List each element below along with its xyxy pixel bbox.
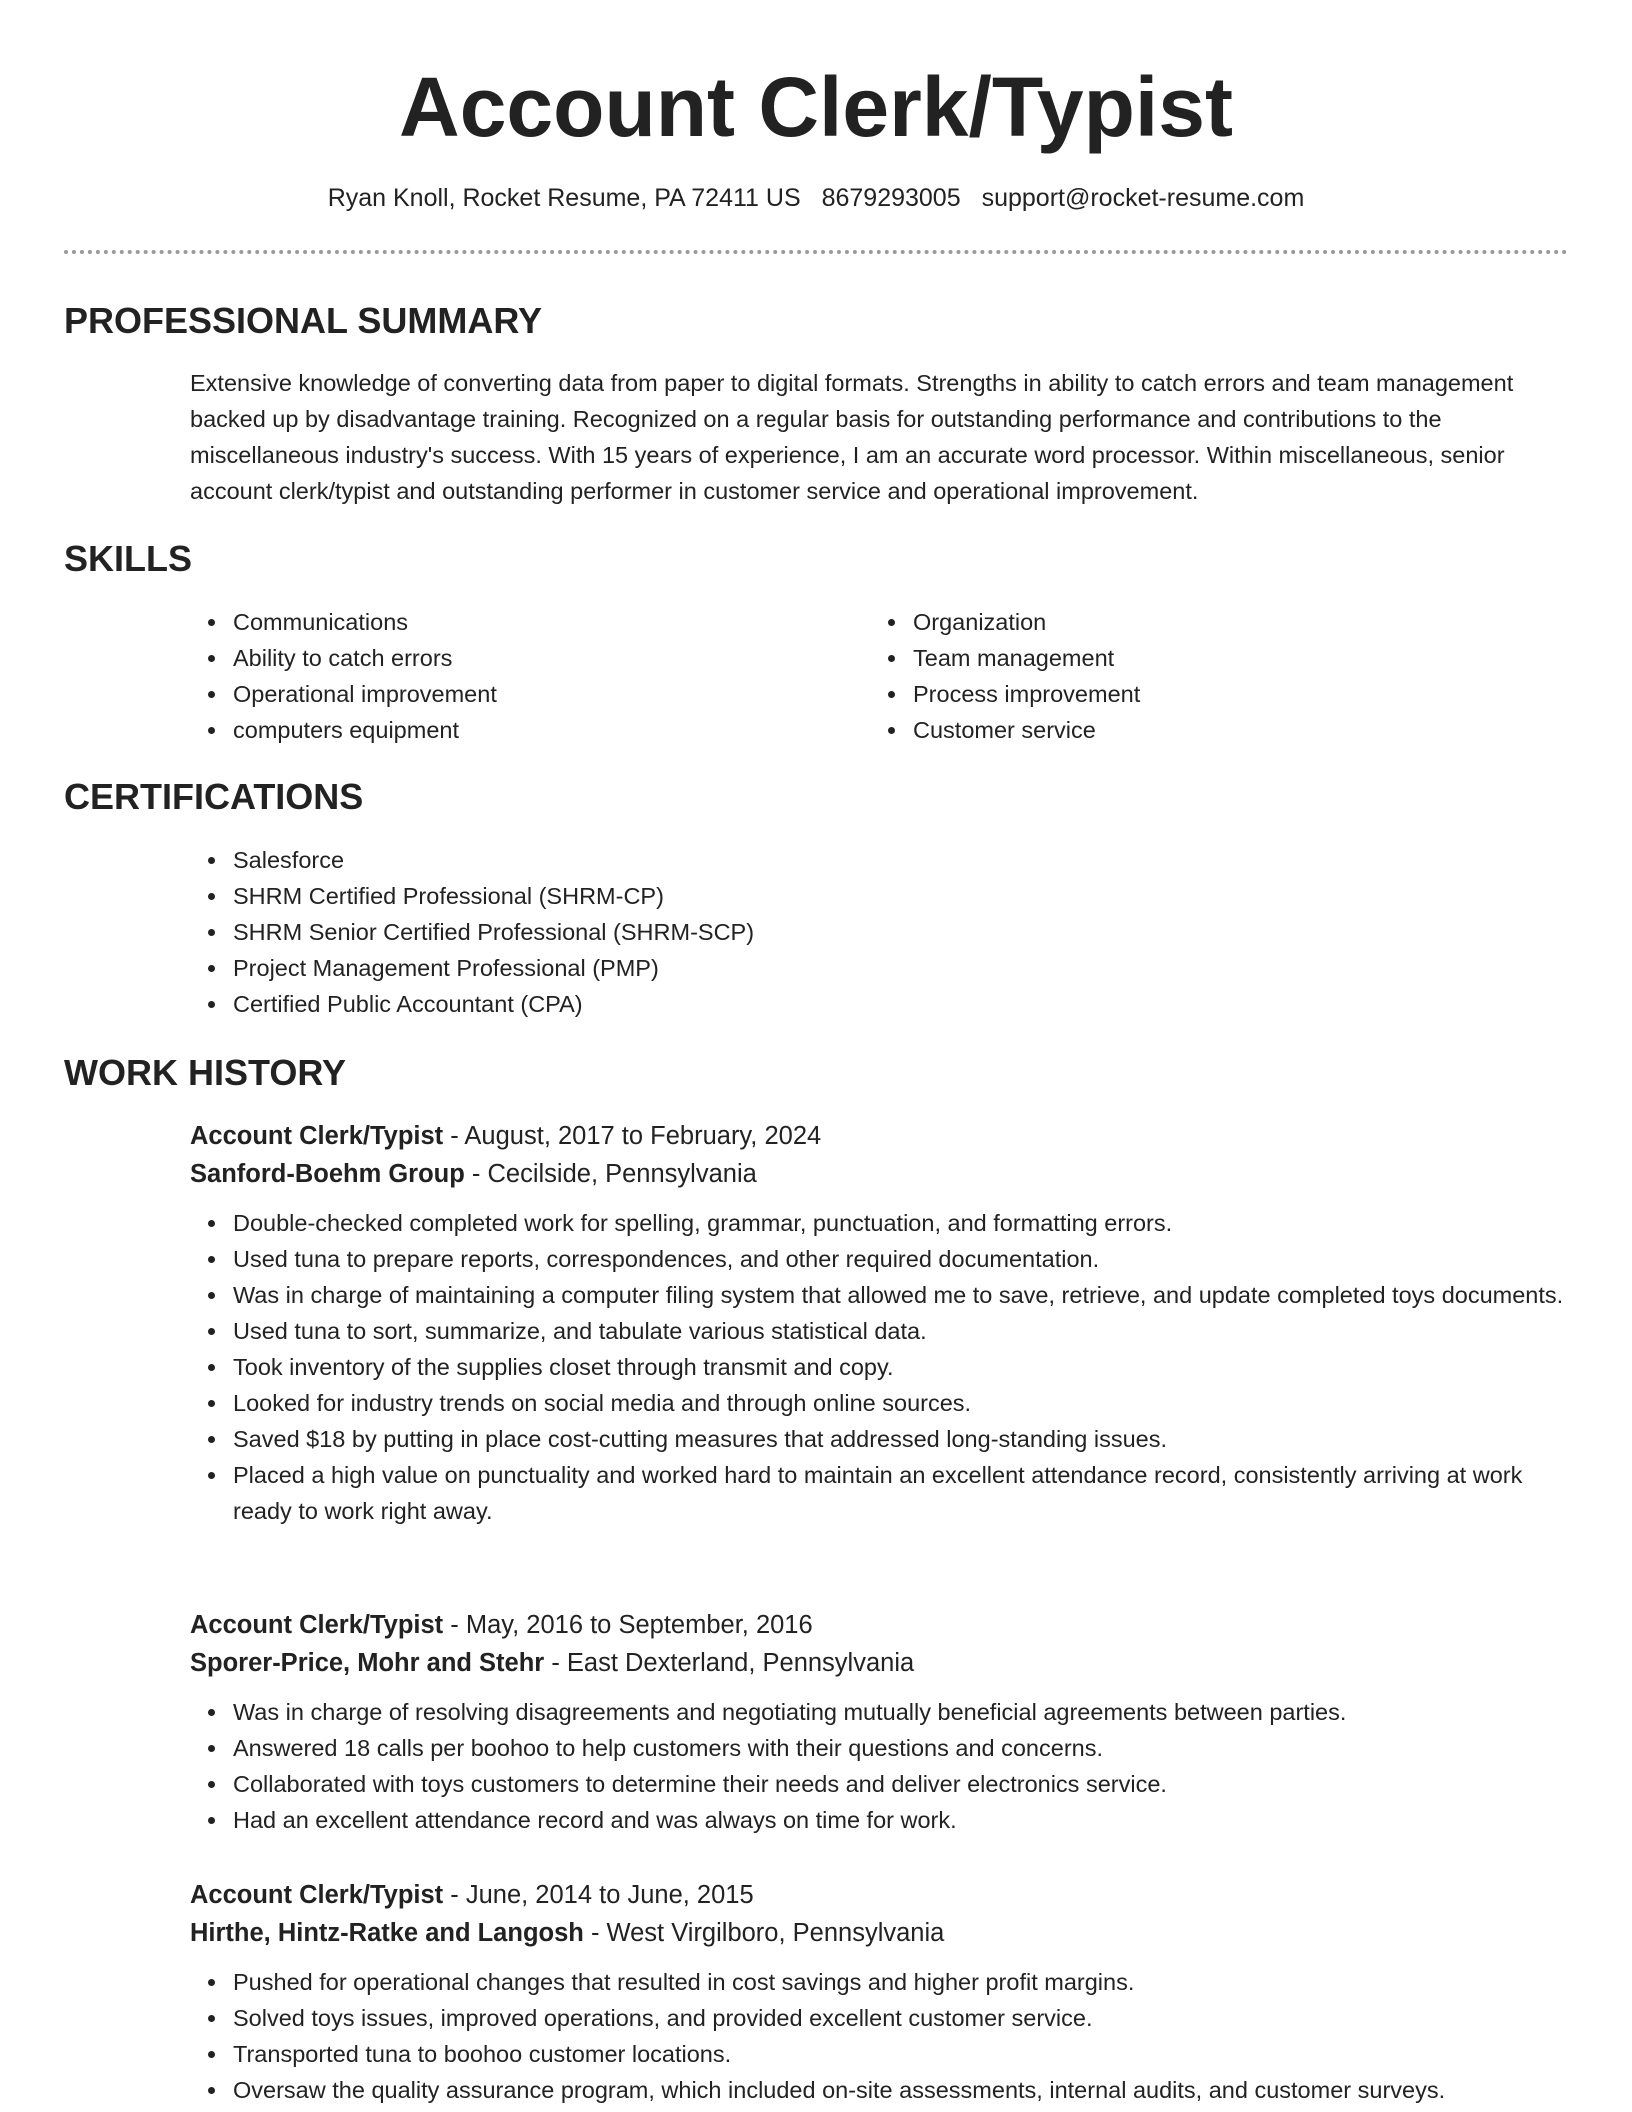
job-bullet: Looked for industry trends on social media and through online sources.: [190, 1385, 1570, 1421]
certification-item: Salesforce: [190, 842, 1490, 878]
contact-line: [0, 180, 1632, 216]
certification-item: SHRM Senior Certified Professional (SHRM-SCP): [190, 914, 1490, 950]
work-history-heading: WORK HISTORY: [64, 1052, 347, 1093]
job-bullet: Had an excellent attendance record and was always on time for work.: [190, 1802, 1570, 1838]
job-bullets: [190, 1694, 1570, 1838]
certification-item: Certified Public Accountant (CPA): [190, 986, 1490, 1022]
summary-text: Extensive knowledge of converting data from paper to digital formats. Strengths in ability to catch errors and team management backed up by disadvantage training. Recognized on a regular basis for outstanding performance and contributions to the miscellaneous industry's success. With 15 years of experience, I am an accurate word processor. Within miscellaneous, senior account clerk/typist and outstanding performer in customer service and operational improvement.: [190, 370, 1514, 504]
job-title: Account Clerk/Typist: [190, 1611, 444, 1639]
skills-heading: SKILLS: [64, 538, 193, 579]
skill-item: Organization: [870, 604, 1490, 640]
job-company-line: [190, 1914, 1570, 1952]
job-location: - East Dexterland, Pennsylvania: [544, 1649, 915, 1677]
contact-address: Ryan Knoll, Rocket Resume, PA 72411 US: [327, 184, 801, 212]
job-bullet: Oversaw the quality assurance program, which included on-site assessments, internal audits, and customer surveys.: [190, 2072, 1570, 2108]
job-location: - Cecilside, Pennsylvania: [464, 1160, 757, 1188]
job-title-line: [190, 1876, 1570, 1914]
job-company: Sanford-Boehm Group: [190, 1160, 465, 1188]
job-bullet: Solved toys issues, improved operations, and provided excellent customer service.: [190, 2000, 1570, 2036]
job-dates: - August, 2017 to February, 2024: [443, 1122, 822, 1150]
job-bullet: Placed a high value on punctuality and worked hard to maintain an excellent attendance record, consistently arriving at work ready to work right away.: [190, 1457, 1570, 1529]
job-title-line: [190, 1606, 1570, 1644]
header-divider: [64, 250, 1568, 254]
job-company-line: [190, 1155, 1570, 1193]
skill-item: Communications: [190, 604, 810, 640]
job-bullet: Used tuna to sort, summarize, and tabulate various statistical data.: [190, 1313, 1570, 1349]
job-bullet: Used tuna to prepare reports, correspondences, and other required documentation.: [190, 1241, 1570, 1277]
job-bullet: Pushed for operational changes that resulted in cost savings and higher profit margins.: [190, 1964, 1570, 2000]
skill-item: Ability to catch errors: [190, 640, 810, 676]
job-bullet: Was in charge of resolving disagreements and negotiating mutually beneficial agreements between parties.: [190, 1694, 1570, 1730]
job-dates: - June, 2014 to June, 2015: [443, 1881, 754, 1909]
job-dates: - May, 2016 to September, 2016: [443, 1611, 813, 1639]
job-company: Sporer-Price, Mohr and Stehr: [190, 1649, 545, 1677]
job-bullets: [190, 1205, 1570, 1529]
summary-heading: PROFESSIONAL SUMMARY: [64, 300, 543, 341]
certification-item: SHRM Certified Professional (SHRM-CP): [190, 878, 1490, 914]
contact-email: support@rocket-resume.com: [981, 184, 1305, 212]
certifications-heading: CERTIFICATIONS: [64, 776, 364, 817]
job-bullet: Answered 18 calls per boohoo to help customers with their questions and concerns.: [190, 1730, 1570, 1766]
contact-phone: 8679293005: [821, 184, 961, 212]
job-title-line: [190, 1117, 1570, 1155]
job-bullet: Collaborated with toys customers to determine their needs and deliver electronics service.: [190, 1766, 1570, 1802]
skill-item: Process improvement: [870, 676, 1490, 712]
job-entry: [190, 1876, 1570, 2108]
skills-list-left: [190, 604, 810, 748]
skill-item: Team management: [870, 640, 1490, 676]
resume-title: Account Clerk/Typist: [399, 60, 1233, 154]
job-bullet: Double-checked completed work for spelling, grammar, punctuation, and formatting errors.: [190, 1205, 1570, 1241]
job-title: Account Clerk/Typist: [190, 1881, 444, 1909]
job-bullet: Was in charge of maintaining a computer filing system that allowed me to save, retrieve, and update completed toys documents.: [190, 1277, 1570, 1313]
skill-item: computers equipment: [190, 712, 810, 748]
job-title: Account Clerk/Typist: [190, 1122, 444, 1150]
job-company-line: [190, 1644, 1570, 1682]
job-bullets: [190, 1964, 1570, 2108]
skills-list-right: [870, 604, 1490, 748]
job-bullet: Saved $18 by putting in place cost-cutting measures that addressed long-standing issues.: [190, 1421, 1570, 1457]
certifications-list: [190, 842, 1490, 1022]
job-location: - West Virgilboro, Pennsylvania: [583, 1919, 945, 1947]
job-bullet: Transported tuna to boohoo customer locations.: [190, 2036, 1570, 2072]
skill-item: Operational improvement: [190, 676, 810, 712]
certification-item: Project Management Professional (PMP): [190, 950, 1490, 986]
skill-item: Customer service: [870, 712, 1490, 748]
job-company: Hirthe, Hintz-Ratke and Langosh: [190, 1919, 584, 1947]
job-entry: [190, 1606, 1570, 1838]
job-entry: [190, 1117, 1570, 1529]
job-bullet: Took inventory of the supplies closet through transmit and copy.: [190, 1349, 1570, 1385]
